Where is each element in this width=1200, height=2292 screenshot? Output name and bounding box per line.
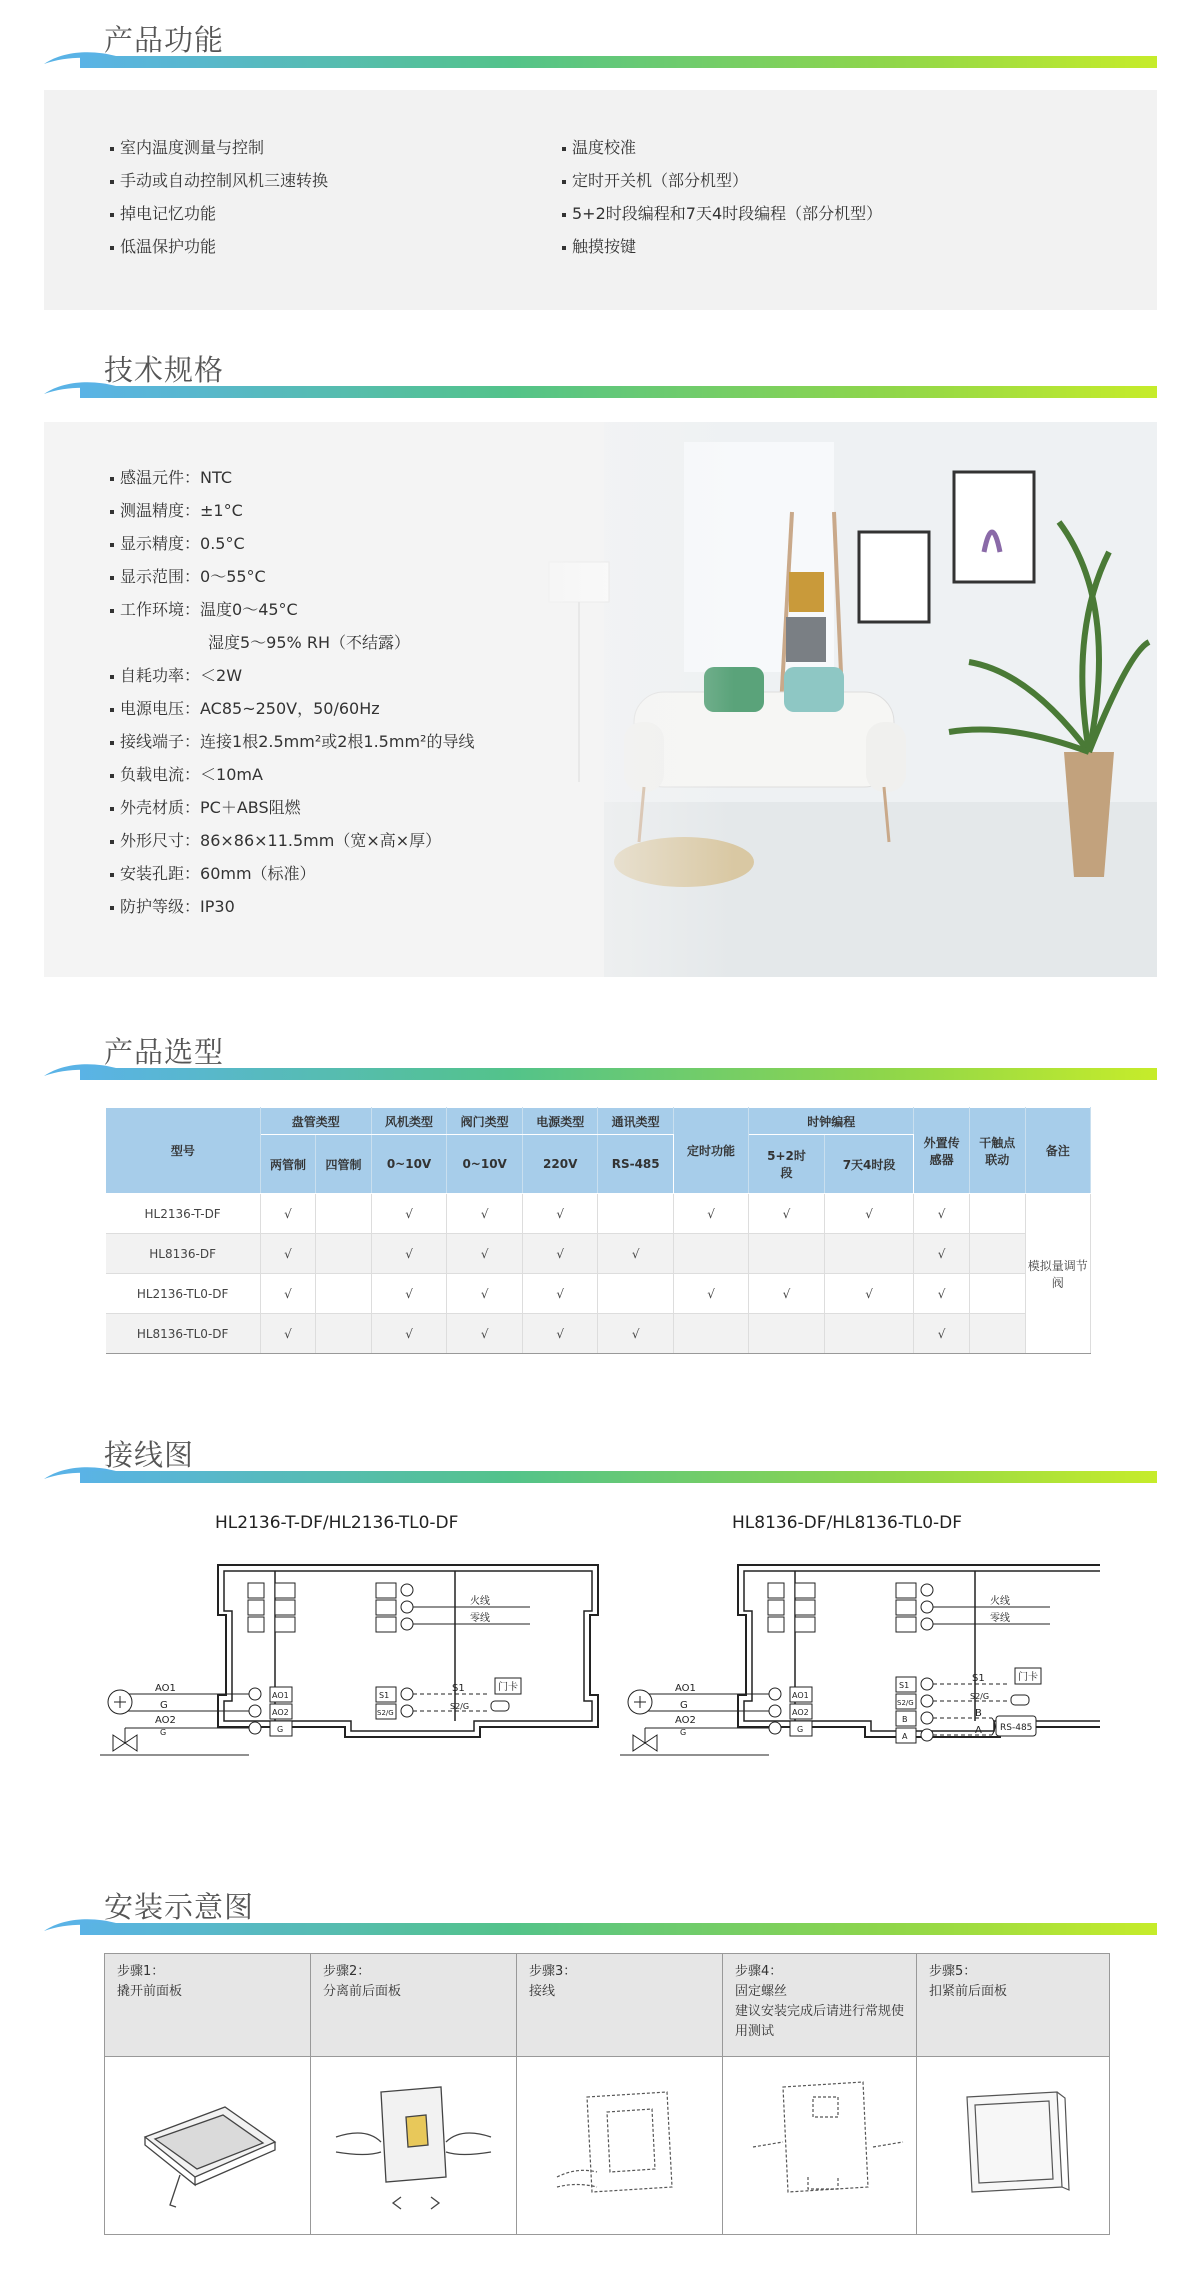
spec-item: 外壳材质：PC＋ABS阻燃 — [110, 795, 301, 818]
svg-text:G: G — [797, 1725, 804, 1734]
section-title: 接线图 — [104, 1438, 195, 1472]
feature-cell: √ — [673, 1194, 748, 1234]
sub-header-5-2: 5+2时段 — [749, 1135, 825, 1194]
sub-header-power: 220V — [522, 1135, 598, 1194]
install-steps-table — [104, 1953, 1110, 2235]
svg-text:S2/G: S2/G — [377, 1709, 394, 1717]
section-title: 技术规格 — [104, 353, 225, 387]
feature-cell — [824, 1314, 913, 1354]
svg-text:AO1: AO1 — [792, 1691, 809, 1700]
wiring-right-title: HL8136-DF/HL8136-TL0-DF — [732, 1513, 963, 1533]
col-header-clock: 时钟编程 — [749, 1108, 914, 1135]
feature-cell — [749, 1314, 825, 1354]
spec-item: 显示范围：0～55°C — [110, 564, 266, 587]
install-step: 步骤2： 分离前后面板 — [311, 1954, 517, 2057]
spec-item: 接线端子：连接1根2.5mm²或2根1.5mm²的导线 — [110, 729, 474, 752]
feature-cell: √ — [447, 1314, 523, 1354]
section-header-features — [44, 18, 1157, 62]
model-cell: HL8136-TL0-DF — [106, 1314, 261, 1354]
selection-table — [105, 1107, 1091, 1354]
svg-text:A: A — [975, 1725, 982, 1736]
svg-text:S1: S1 — [972, 1673, 985, 1684]
wiring-diagram-left — [100, 1565, 598, 1755]
section-title: 安装示意图 — [104, 1890, 255, 1924]
feature-item: 触摸按键 — [562, 234, 636, 257]
section-header-install — [44, 1885, 1157, 1929]
feature-cell — [316, 1194, 371, 1234]
spec-item: 电源电压：AC85~250V，50/60Hz — [110, 696, 380, 719]
svg-text:G: G — [277, 1725, 284, 1734]
feature-cell — [969, 1274, 1025, 1314]
svg-text:AO1: AO1 — [675, 1683, 696, 1694]
section-title: 产品功能 — [104, 23, 225, 57]
svg-text:S2/G: S2/G — [970, 1692, 990, 1701]
sub-header-2pipe: 两管制 — [260, 1135, 315, 1194]
sub-header-fan: 0~10V — [371, 1135, 447, 1194]
svg-text:G: G — [160, 1700, 168, 1711]
feature-cell — [749, 1234, 825, 1274]
svg-text:S1: S1 — [379, 1691, 390, 1700]
feature-item: 手动或自动控制风机三速转换 — [110, 168, 328, 191]
spec-item: 负载电流：＜10mA — [110, 762, 263, 785]
svg-text:AO1: AO1 — [155, 1683, 176, 1694]
svg-text:AO2: AO2 — [675, 1715, 696, 1726]
col-header-coil: 盘管类型 — [260, 1108, 371, 1135]
feature-cell: √ — [598, 1314, 673, 1354]
feature-item: 低温保护功能 — [110, 234, 216, 257]
feature-cell: √ — [749, 1194, 825, 1234]
table-row — [106, 1194, 1091, 1234]
feature-cell: √ — [914, 1314, 970, 1354]
svg-text:G: G — [680, 1700, 688, 1711]
col-header-comm: 通讯类型 — [598, 1108, 673, 1135]
install-illustration-5 — [917, 2057, 1110, 2235]
col-header-note: 备注 — [1025, 1108, 1090, 1194]
svg-text:S2/G: S2/G — [450, 1702, 470, 1711]
feature-cell: √ — [371, 1194, 447, 1234]
spec-item: 工作环境：温度0～45°C — [110, 597, 298, 620]
label-live: 火线 — [470, 1596, 490, 1607]
specs-panel — [44, 422, 1157, 977]
install-illustration-2 — [311, 2057, 517, 2235]
spec-item: 自耗功率：＜2W — [110, 663, 242, 686]
svg-text:B: B — [902, 1715, 908, 1724]
table-row — [106, 1234, 1091, 1274]
col-header-dry-contact: 干触点联动 — [969, 1108, 1025, 1194]
spec-item: 测温精度：±1°C — [110, 498, 243, 521]
label-neutral: 零线 — [470, 1613, 490, 1624]
model-cell: HL2136-T-DF — [106, 1194, 261, 1234]
col-header-fan: 风机类型 — [371, 1108, 447, 1135]
spec-item: 防护等级：IP30 — [110, 894, 235, 917]
svg-text:S1: S1 — [899, 1681, 910, 1690]
label-rs485: RS-485 — [1000, 1723, 1033, 1733]
feature-cell: √ — [522, 1234, 598, 1274]
feature-item: 定时开关机（部分机型） — [562, 168, 748, 191]
svg-text:G: G — [680, 1728, 687, 1737]
col-header-sensor: 外置传感器 — [914, 1108, 970, 1194]
feature-cell: √ — [522, 1194, 598, 1234]
spec-item: 显示精度：0.5°C — [110, 531, 245, 554]
svg-text:AO1: AO1 — [272, 1691, 289, 1700]
feature-cell: √ — [673, 1274, 748, 1314]
feature-cell — [316, 1314, 371, 1354]
feature-cell: √ — [914, 1274, 970, 1314]
install-step: 步骤4： 固定螺丝 建议安装完成后请进行常规使用测试 — [723, 1954, 917, 2057]
install-step: 步骤3： 接线 — [517, 1954, 723, 2057]
spec-item-continued: 湿度5～95% RH（不结露） — [208, 633, 410, 652]
feature-cell: √ — [371, 1274, 447, 1314]
feature-cell — [673, 1314, 748, 1354]
section-header-specs — [44, 348, 1157, 392]
note-cell: 模拟量调节阀 — [1025, 1194, 1090, 1354]
spec-item: 感温元件：NTC — [110, 465, 232, 488]
table-row — [106, 1314, 1091, 1354]
svg-text:门卡: 门卡 — [1018, 1672, 1038, 1683]
section-title: 产品选型 — [104, 1035, 225, 1069]
feature-cell — [316, 1234, 371, 1274]
feature-cell: √ — [522, 1314, 598, 1354]
col-header-valve: 阀门类型 — [447, 1108, 523, 1135]
sub-header-comm: RS-485 — [598, 1135, 673, 1194]
sub-header-4pipe: 四管制 — [316, 1135, 371, 1194]
install-illustration-1 — [105, 2057, 311, 2235]
feature-cell — [969, 1314, 1025, 1354]
feature-item: 掉电记忆功能 — [110, 201, 216, 224]
feature-cell: √ — [749, 1274, 825, 1314]
col-header-timer: 定时功能 — [673, 1108, 748, 1194]
model-cell: HL2136-TL0-DF — [106, 1274, 261, 1314]
section-header-wiring — [44, 1433, 1157, 1477]
spec-item: 外形尺寸：86×86×11.5mm（宽×高×厚） — [110, 828, 441, 851]
install-step: 步骤1： 撬开前面板 — [105, 1954, 311, 2057]
wiring-diagram-right — [620, 1565, 1100, 1755]
feature-cell: √ — [447, 1234, 523, 1274]
sub-header-valve: 0~10V — [447, 1135, 523, 1194]
section-header-selection — [44, 1030, 1157, 1074]
feature-cell — [673, 1234, 748, 1274]
svg-text:S2/G: S2/G — [897, 1699, 914, 1707]
svg-text:零线: 零线 — [990, 1613, 1010, 1624]
table-row — [106, 1274, 1091, 1314]
svg-text:G: G — [160, 1728, 167, 1737]
feature-cell — [316, 1274, 371, 1314]
model-cell: HL8136-DF — [106, 1234, 261, 1274]
feature-cell: √ — [824, 1194, 913, 1234]
feature-cell: √ — [914, 1234, 970, 1274]
svg-text:B: B — [975, 1708, 982, 1719]
feature-cell — [598, 1274, 673, 1314]
install-step: 步骤5： 扣紧前后面板 — [917, 1954, 1110, 2057]
feature-cell: √ — [371, 1234, 447, 1274]
feature-cell: √ — [260, 1194, 315, 1234]
feature-cell: √ — [447, 1194, 523, 1234]
col-header-model: 型号 — [106, 1108, 261, 1194]
label-door-card: 门卡 — [498, 1682, 518, 1693]
sub-header-7-4: 7天4时段 — [824, 1135, 913, 1194]
svg-text:S1: S1 — [452, 1683, 465, 1694]
svg-text:AO2: AO2 — [155, 1715, 176, 1726]
wiring-left-title: HL2136-T-DF/HL2136-TL0-DF — [215, 1513, 459, 1533]
feature-cell: √ — [914, 1194, 970, 1234]
feature-item: 温度校准 — [562, 135, 636, 158]
features-panel — [44, 90, 1157, 310]
feature-cell — [598, 1194, 673, 1234]
feature-cell — [824, 1234, 913, 1274]
wiring-diagrams — [100, 1555, 1100, 1815]
install-illustration-3 — [517, 2057, 723, 2235]
feature-cell: √ — [260, 1234, 315, 1274]
feature-cell: √ — [371, 1314, 447, 1354]
feature-cell: √ — [260, 1274, 315, 1314]
feature-cell: √ — [522, 1274, 598, 1314]
svg-text:AO2: AO2 — [272, 1708, 289, 1717]
feature-cell: √ — [824, 1274, 913, 1314]
feature-item: 5+2时段编程和7天4时段编程（部分机型） — [562, 201, 882, 224]
col-header-power: 电源类型 — [522, 1108, 598, 1135]
feature-cell — [969, 1194, 1025, 1234]
install-illustration-4 — [723, 2057, 917, 2235]
svg-text:AO2: AO2 — [792, 1708, 809, 1717]
feature-cell — [969, 1234, 1025, 1274]
feature-cell: √ — [447, 1274, 523, 1314]
feature-cell: √ — [598, 1234, 673, 1274]
svg-text:火线: 火线 — [990, 1596, 1010, 1607]
feature-cell: √ — [260, 1314, 315, 1354]
spec-item: 安装孔距：60mm（标准） — [110, 861, 316, 884]
feature-item: 室内温度测量与控制 — [110, 135, 264, 158]
svg-text:A: A — [902, 1732, 908, 1741]
